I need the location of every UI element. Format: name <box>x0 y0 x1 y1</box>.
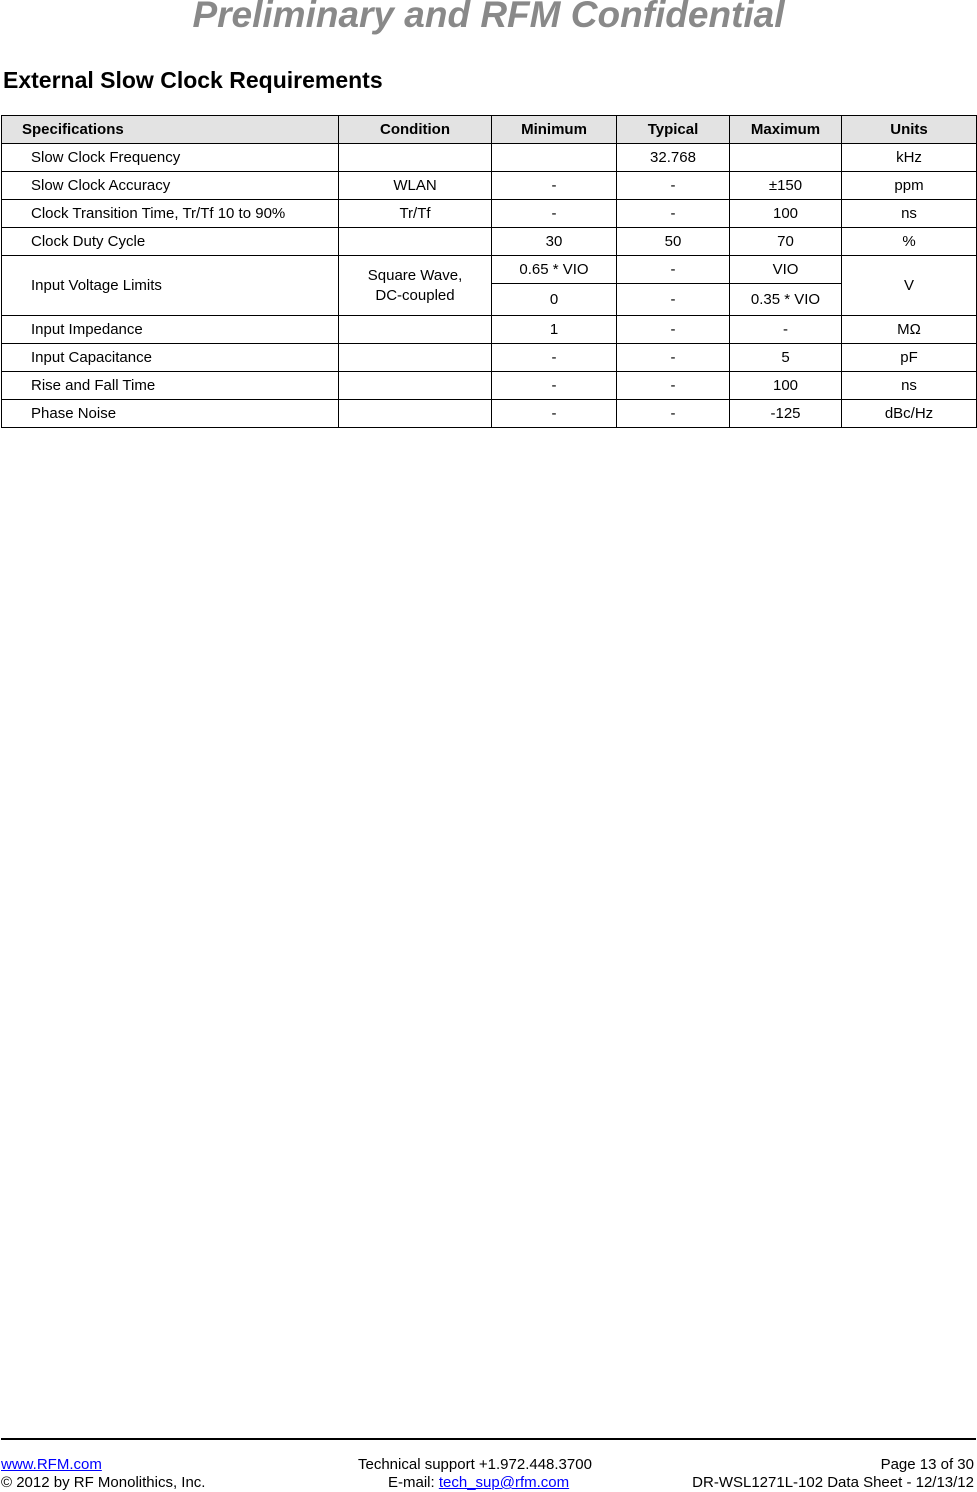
units-cell: ns <box>842 372 977 400</box>
spec-cell: Input Voltage Limits <box>2 256 339 316</box>
condition-cell <box>339 400 492 428</box>
condition-cell <box>339 256 492 316</box>
condition-cell: Tr/Tf <box>339 200 492 228</box>
document-id: DR-WSL1271L-102 Data Sheet - 12/13/12 <box>692 1474 974 1491</box>
email-label: E-mail: <box>388 1474 439 1491</box>
units-cell: MΩ <box>842 316 977 344</box>
spec-cell: Phase Noise <box>2 400 339 428</box>
min-cell: 1 <box>492 316 617 344</box>
condition-line-2: DC-coupled <box>375 286 455 304</box>
max-cell: VIO <box>730 256 842 284</box>
min-cell <box>492 144 617 172</box>
typ-cell: - <box>617 316 730 344</box>
footer-divider <box>1 1438 976 1440</box>
table-row <box>2 316 977 344</box>
condition-cell <box>339 372 492 400</box>
units-cell: ns <box>842 200 977 228</box>
table-row-voltage-high <box>2 256 977 284</box>
table-header-row <box>2 116 977 144</box>
units-cell: pF <box>842 344 977 372</box>
table-row <box>2 144 977 172</box>
min-cell: - <box>492 200 617 228</box>
spec-cell: Input Impedance <box>2 316 339 344</box>
section-title: External Slow Clock Requirements <box>3 67 383 93</box>
units-cell: kHz <box>842 144 977 172</box>
table-row <box>2 400 977 428</box>
typ-cell: - <box>617 284 730 316</box>
units-cell: % <box>842 228 977 256</box>
max-cell: - <box>730 316 842 344</box>
condition-cell <box>339 344 492 372</box>
header-maximum: Maximum <box>730 116 842 144</box>
header-condition: Condition <box>339 116 492 144</box>
spec-cell: Input Capacitance <box>2 344 339 372</box>
typ-cell: 32.768 <box>617 144 730 172</box>
confidential-watermark: Preliminary and RFM Confidential <box>192 0 785 35</box>
spec-cell: Rise and Fall Time <box>2 372 339 400</box>
header-specifications: Specifications <box>2 116 339 144</box>
typ-cell: - <box>617 400 730 428</box>
min-cell: - <box>492 400 617 428</box>
spec-cell: Slow Clock Frequency <box>2 144 339 172</box>
units-cell: dBc/Hz <box>842 400 977 428</box>
spec-cell: Slow Clock Accuracy <box>2 172 339 200</box>
table-row <box>2 372 977 400</box>
website-link[interactable]: www.RFM.com <box>1 1456 102 1473</box>
page-number: Page 13 of 30 <box>880 1456 974 1473</box>
typ-cell: - <box>617 256 730 284</box>
table-row <box>2 344 977 372</box>
support-phone: Technical support +1.972.448.3700 <box>358 1456 592 1473</box>
spec-cell: Clock Transition Time, Tr/Tf 10 to 90% <box>2 200 339 228</box>
condition-cell <box>339 144 492 172</box>
header-minimum: Minimum <box>492 116 617 144</box>
min-cell: 0.65 * VIO <box>492 256 617 284</box>
condition-cell <box>339 316 492 344</box>
table-row <box>2 172 977 200</box>
units-cell: ppm <box>842 172 977 200</box>
max-cell: -125 <box>730 400 842 428</box>
email-line <box>388 1474 569 1491</box>
typ-cell: - <box>617 344 730 372</box>
min-cell: 30 <box>492 228 617 256</box>
slow-clock-spec-table <box>1 115 977 428</box>
min-cell: - <box>492 372 617 400</box>
max-cell: 5 <box>730 344 842 372</box>
table-row <box>2 200 977 228</box>
units-cell: V <box>842 256 977 316</box>
table-row <box>2 228 977 256</box>
header-typical: Typical <box>617 116 730 144</box>
max-cell: 100 <box>730 200 842 228</box>
condition-line-1: Square Wave, <box>367 266 463 284</box>
min-cell: 0 <box>492 284 617 316</box>
typ-cell: - <box>617 200 730 228</box>
condition-cell <box>339 228 492 256</box>
copyright-text: © 2012 by RF Monolithics, Inc. <box>1 1474 206 1491</box>
min-cell: - <box>492 172 617 200</box>
max-cell: 70 <box>730 228 842 256</box>
typ-cell: - <box>617 372 730 400</box>
min-cell: - <box>492 344 617 372</box>
max-cell <box>730 144 842 172</box>
max-cell: 100 <box>730 372 842 400</box>
email-link[interactable]: tech_sup@rfm.com <box>438 1474 570 1491</box>
max-cell: ±150 <box>730 172 842 200</box>
typ-cell: 50 <box>617 228 730 256</box>
condition-cell: WLAN <box>339 172 492 200</box>
typ-cell: - <box>617 172 730 200</box>
header-units: Units <box>842 116 977 144</box>
max-cell: 0.35 * VIO <box>730 284 842 316</box>
spec-cell: Clock Duty Cycle <box>2 228 339 256</box>
